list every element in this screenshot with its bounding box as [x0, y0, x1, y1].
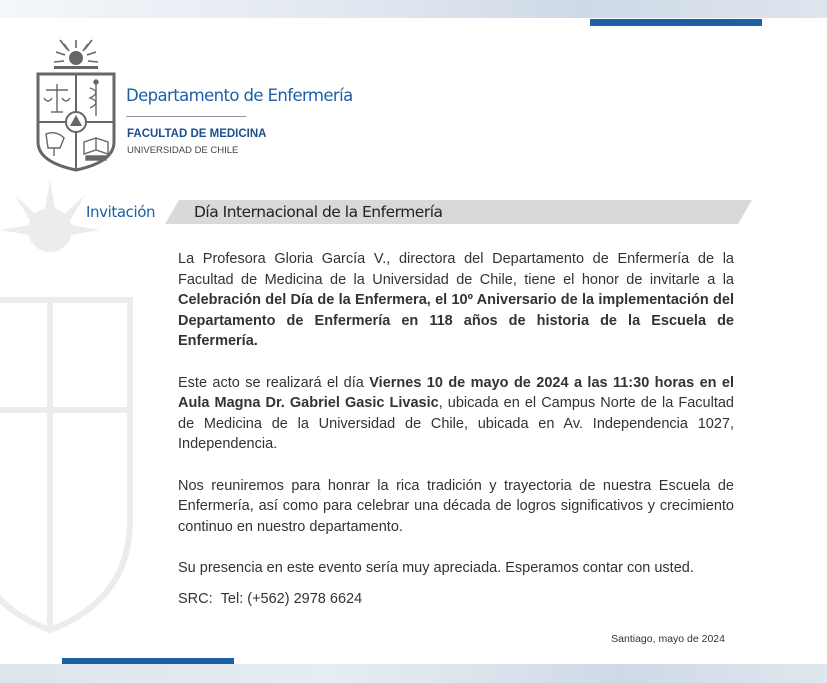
- paragraph-2: [178, 373, 734, 455]
- paragraph-1-highlight: Celebración del Día de la Enfermera, el 10º Aniversario de la implementación del Departamento de Enfermería en 118 años de historia de la Escuela de Enfermería.: [178, 292, 734, 350]
- university-name: UNIVERSIDAD DE CHILE: [127, 145, 239, 156]
- invitation-body: [178, 249, 734, 579]
- paragraph-4: Su presencia en este evento sería muy apreciada. Esperamos contar con usted.: [178, 559, 694, 576]
- event-title: Día Internacional de la Enfermería: [194, 203, 443, 221]
- header-divider: [126, 116, 246, 117]
- invitation-label: Invitación: [86, 203, 156, 221]
- faculty-name: FACULTAD DE MEDICINA: [127, 128, 267, 140]
- paragraph-3: Nos reuniremos para honrar la rica tradición y trayectoria de nuestra Escuela de Enfermería, así como para celebrar una década de logros significativos y crecimiento continuo en nuestro departamento.: [178, 477, 734, 535]
- contact-phone: Tel: (+562) 2978 6624: [220, 591, 363, 607]
- paragraph-2-rest: , ubicada en el Campus Norte de la Facultad de Medicina de la Universidad de Chile, ubicada en Av. Independencia 1027, Independencia.: [178, 395, 734, 453]
- paragraph-2-intro: Este acto se realizará el día: [178, 374, 370, 391]
- paragraph-1-intro: La Profesora Gloria García V., directora del Departamento de Enfermería de la Facultad de Medicina de la Universidad de Chile, tiene el honor de invitarle a la: [178, 251, 734, 288]
- bottom-decorative-band: [0, 664, 827, 683]
- paragraph-2-highlight: Viernes 10 de mayo de 2024 a las 11:30 horas en el Aula Magna Dr. Gabriel Gasic Livasic: [178, 374, 734, 412]
- top-accent-bar: [590, 19, 762, 26]
- contact-info: [178, 591, 362, 607]
- department-name: Departamento de Enfermería: [126, 86, 353, 105]
- paragraph-1: [178, 249, 734, 352]
- contact-label: SRC:: [178, 591, 213, 607]
- top-decorative-band: [0, 0, 827, 18]
- university-of-chile-crest-icon: [34, 38, 118, 172]
- crest-watermark-icon: [0, 160, 140, 640]
- issue-date: Santiago, mayo de 2024: [611, 633, 725, 645]
